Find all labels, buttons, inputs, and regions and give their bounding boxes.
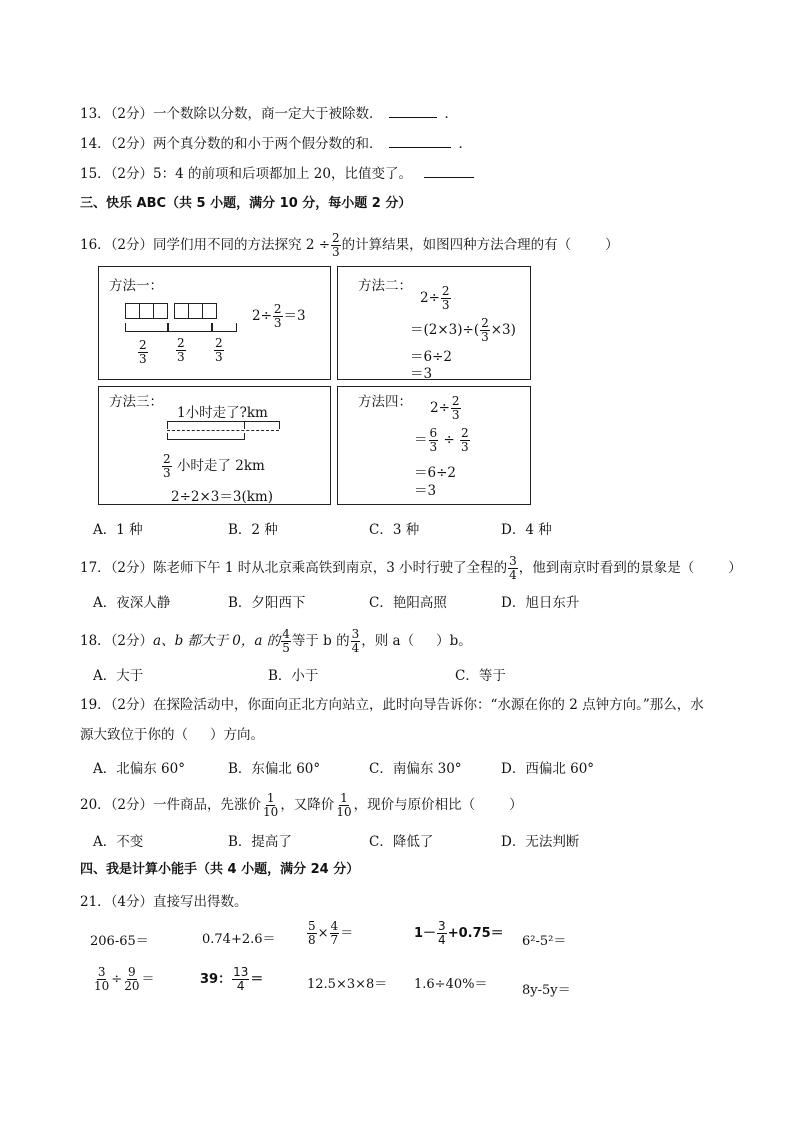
question-16: 16．（2分）同学们用不同的方法探究 2 ÷ $\frac{2}{3}$ 的计算结果，如图四种方法合理的有（ ） xyxy=(80,231,619,259)
calc-5: 6²-5²＝ xyxy=(522,934,567,949)
option-d[interactable]: D．西偏北 60° xyxy=(501,761,595,777)
option-c[interactable]: C．南偏东 30° xyxy=(369,761,462,777)
calc-9: 1.6÷40%＝ xyxy=(414,977,488,992)
option-d[interactable]: D．无法判断 xyxy=(501,834,580,850)
method-2-box: 方法二： 2÷ $\frac{2}{3}$ ＝(2×3)÷( $\frac{2}{3}$ ×3) ＝6÷2 ＝3 xyxy=(337,266,531,380)
option-b[interactable]: B．东偏北 60° xyxy=(228,761,321,777)
option-a[interactable]: A．夜深人静 xyxy=(93,595,171,611)
option-a[interactable]: A．北偏东 60° xyxy=(93,761,185,777)
option-c[interactable]: C．3 种 xyxy=(369,522,420,538)
question-15: 15．（2分）5：4 的前项和后项都加上 20，比值变了。 xyxy=(80,163,474,183)
calc-3: $\frac{5}{8}$ × $\frac{4}{7}$ ＝ xyxy=(308,919,354,947)
method-1-box: 方法一： $\frac{2}{3}$ $\frac{2}{3}$ $\frac{2}{3}$ 2÷ $\frac{2}{3}$ ＝3 xyxy=(98,266,331,380)
option-d[interactable]: D．4 种 xyxy=(501,522,552,538)
method-1-title: 方法一： xyxy=(109,278,163,294)
calc-2: 0.74+2.6＝ xyxy=(202,932,276,947)
method-4-box: 方法四： 2÷ $\frac{2}{3}$ ＝ $\frac{6}{3}$ ÷ $\frac{2}{3}$ ＝6÷2 ＝3 xyxy=(337,386,531,505)
calc-10: 8y-5y＝ xyxy=(522,983,571,998)
method-3-box: 方法三： 1小时走了?km $\frac{2}{3}$ 小时走了 2km 2÷2×3＝3(km) xyxy=(98,386,331,505)
option-c[interactable]: C．艳阳高照 xyxy=(369,595,447,611)
option-b[interactable]: B．小于 xyxy=(268,668,319,684)
bar-model xyxy=(125,303,216,323)
answer-blank[interactable] xyxy=(389,103,437,118)
option-d[interactable]: D．旭日东升 xyxy=(501,595,580,611)
answer-blank[interactable] xyxy=(424,163,474,178)
question-19: 19．（2分）在探险活动中，你面向正北方向站立，此时向导告诉你：“水源在你的 2 点钟方向。”那么，水 xyxy=(80,697,704,713)
fraction: $\frac{2}{3}$ xyxy=(332,231,340,259)
question-13: 13．（2分）一个数除以分数，商一定大于被除数． ． xyxy=(80,103,458,123)
option-b[interactable]: B．提高了 xyxy=(228,834,292,850)
line-segment-diagram xyxy=(167,421,281,441)
calc-7: 39： $\frac{13}{4}$ ＝ xyxy=(200,965,264,993)
section-3-heading: 三、快乐 ABC（共 5 小题，满分 10 分，每小题 2 分） xyxy=(80,196,412,211)
brace xyxy=(167,323,213,332)
calc-6: $\frac{3}{10}$ ÷ $\frac{9}{20}$ ＝ xyxy=(94,965,155,993)
option-a[interactable]: A．1 种 xyxy=(93,522,143,538)
option-c[interactable]: C．等于 xyxy=(455,668,506,684)
calc-8: 12.5×3×8＝ xyxy=(307,977,388,992)
calc-1: 206-65＝ xyxy=(90,934,149,949)
method-1-equation: 2÷ $\frac{2}{3}$ ＝3 xyxy=(252,302,306,330)
option-b[interactable]: B．夕阳西下 xyxy=(228,595,306,611)
method-2-title: 方法二： xyxy=(358,278,412,294)
option-b[interactable]: B．2 种 xyxy=(228,522,278,538)
calc-4: 1－ $\frac{3}{4}$ +0.75＝ xyxy=(414,919,504,947)
question-18: 18．（2分）a、b 都大于 0，a 的 $\frac{4}{5}$ 等于 b 的 $\frac{3}{4}$ ，则 a（ ）b。 xyxy=(80,627,472,655)
section-4-heading: 四、我是计算小能手（共 4 小题，满分 24 分） xyxy=(80,862,360,877)
option-c[interactable]: C．降低了 xyxy=(369,834,434,850)
brace xyxy=(211,323,237,332)
question-14: 14．（2分）两个真分数的和小于两个假分数的和． ． xyxy=(80,133,472,153)
question-20: 20．（2分）一件商品，先涨价 $\frac{1}{10}$ ，又降价 $\frac{1}{10}$ ，现价与原价相比（ ） xyxy=(80,791,523,819)
brace xyxy=(125,323,169,332)
question-19-cont: 源大致位于你的（ ）方向。 xyxy=(80,727,264,743)
method-3-title: 方法三： xyxy=(109,394,163,410)
answer-blank[interactable] xyxy=(389,133,451,148)
question-17: 17．（2分）陈老师下午 1 时从北京乘高铁到南京，3 小时行驶了全程的 $\frac{3}{4}$ ，他到南京时看到的景象是（ ） xyxy=(80,554,742,582)
method-4-title: 方法四： xyxy=(358,394,412,410)
option-a[interactable]: A．大于 xyxy=(93,668,144,684)
question-21: 21．（4分）直接写出得数。 xyxy=(80,894,248,910)
option-a[interactable]: A．不变 xyxy=(93,834,144,850)
